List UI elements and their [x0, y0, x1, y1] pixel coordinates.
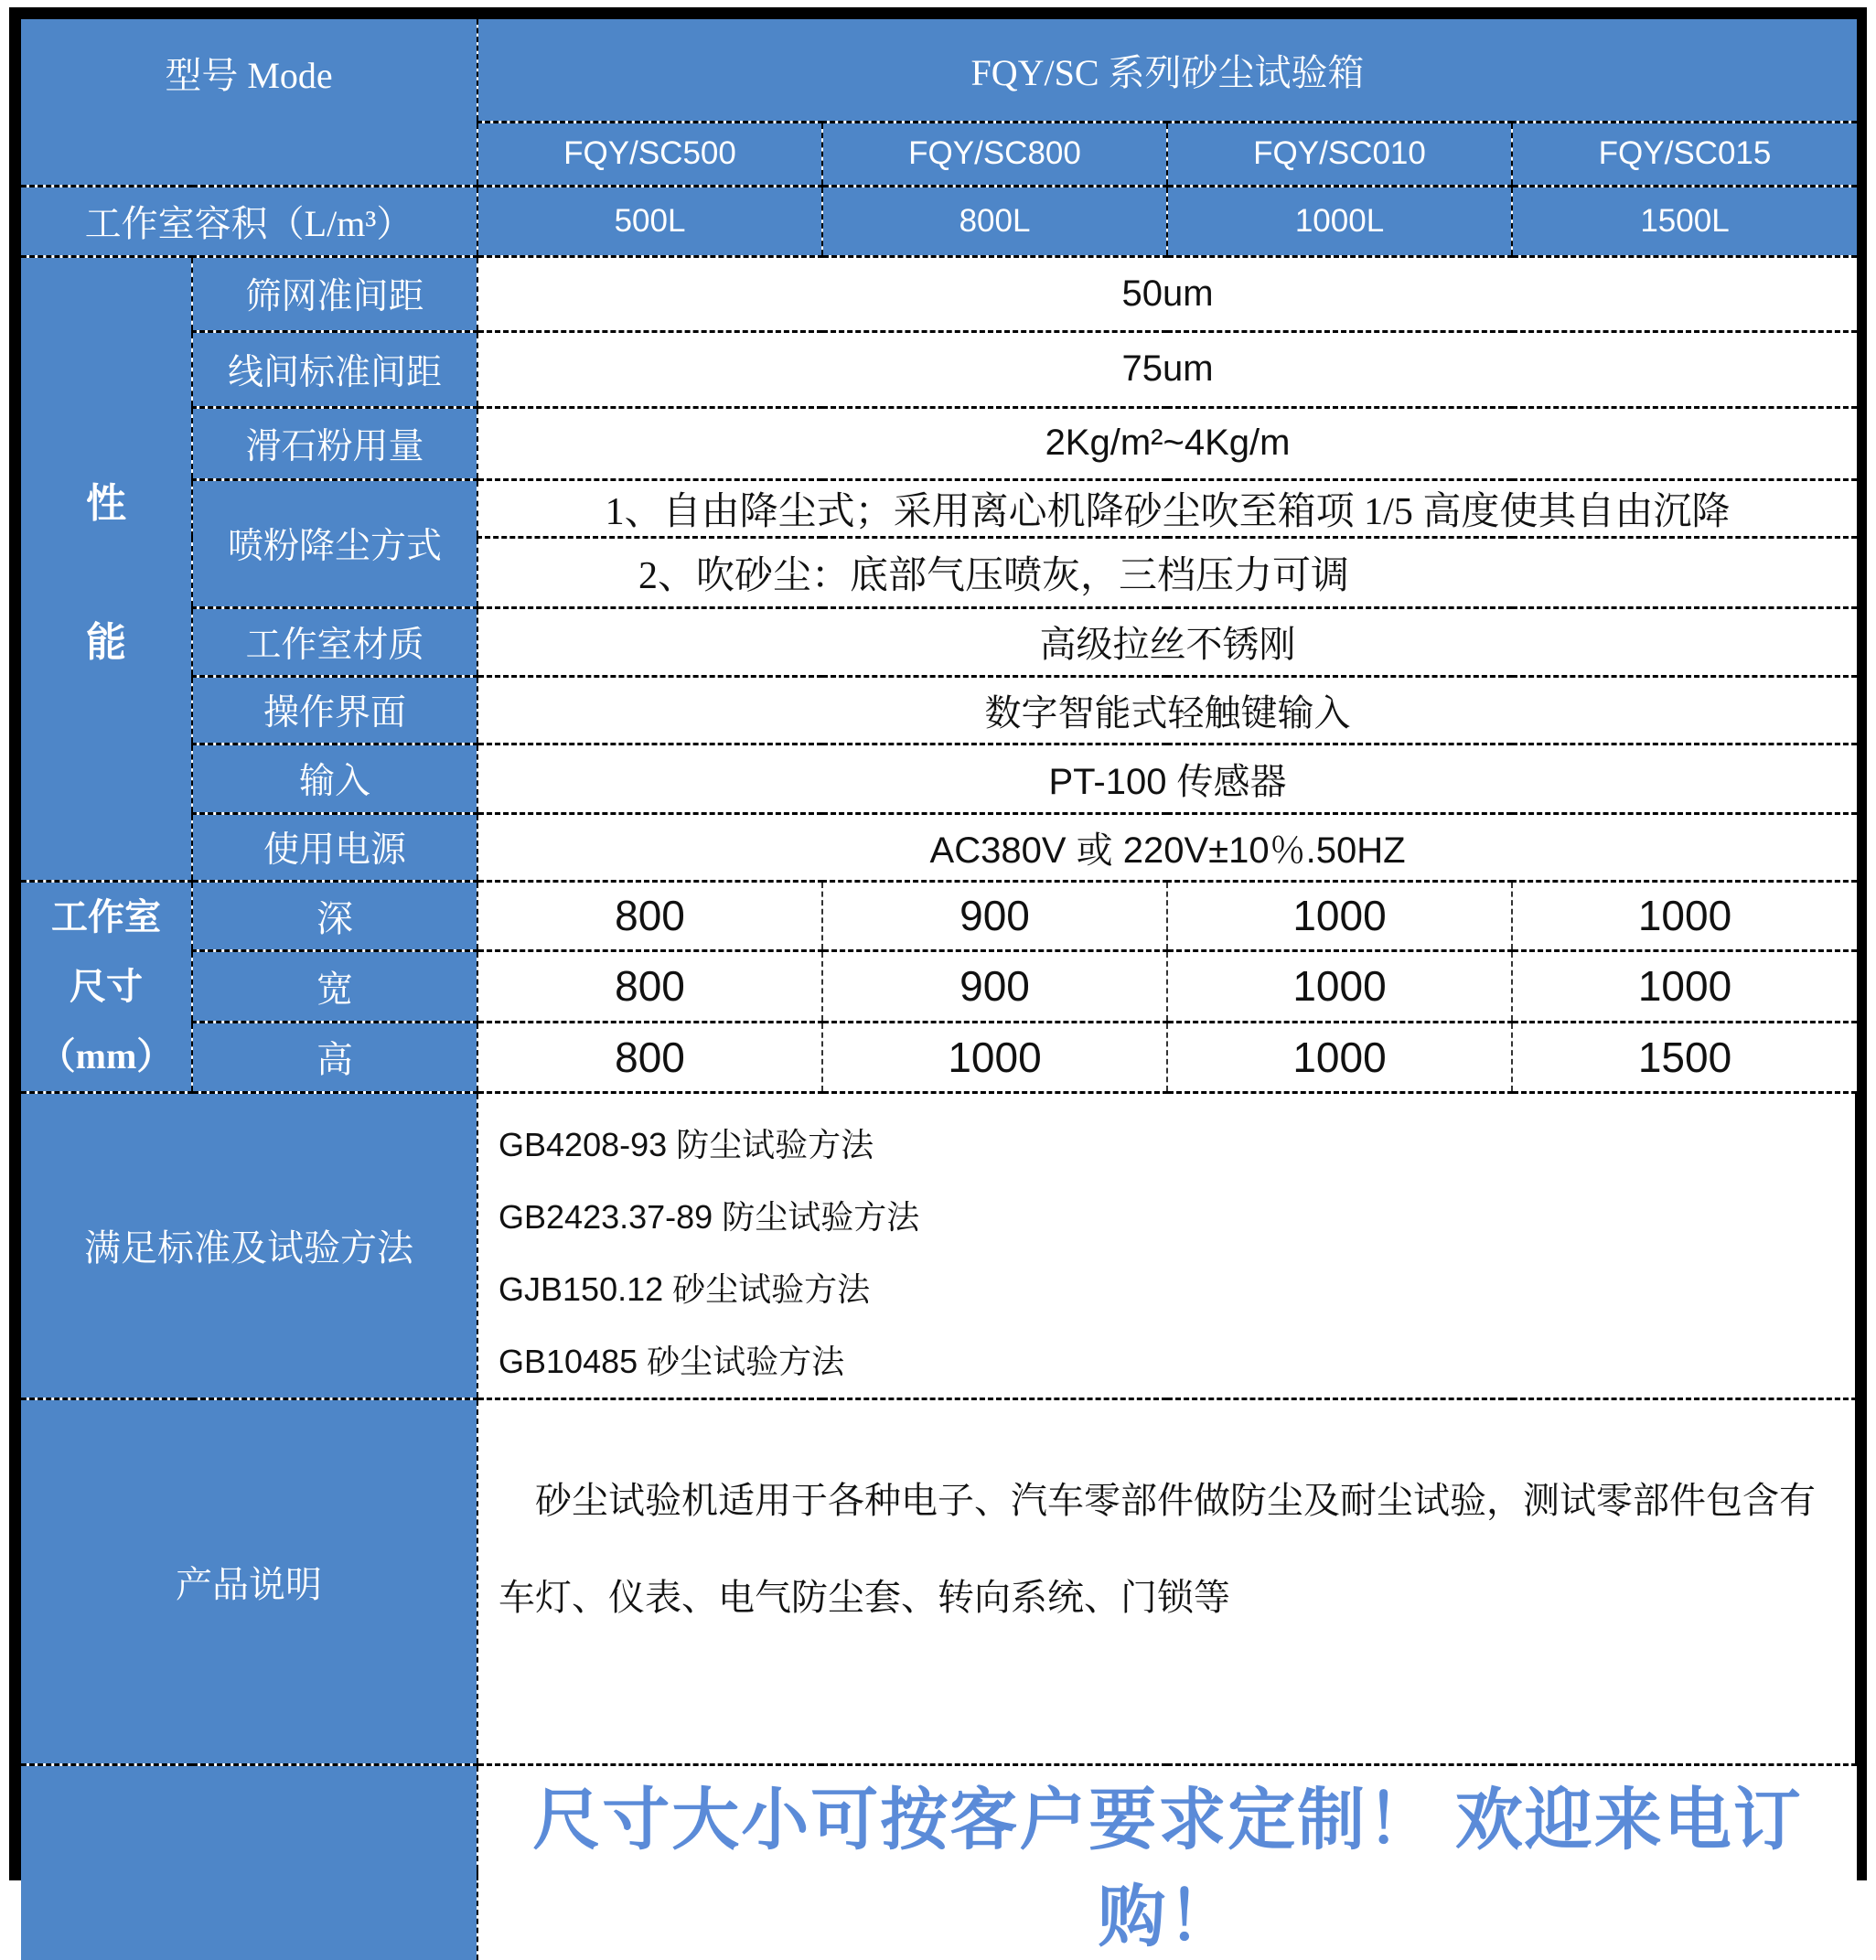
header-row — [21, 19, 1857, 122]
perf-label-cell: 输入 — [192, 744, 477, 813]
perf-label-cell: 喷粉降尘方式 — [192, 479, 477, 607]
perf-value-cell: PT-100 传感器 — [477, 744, 1857, 813]
perf-value-cell: 2、吹砂尘：底部气压喷灰，三档压力可调 — [477, 537, 1857, 607]
spec-sheet-frame — [9, 7, 1867, 1955]
dim-value-cell: 800 — [477, 950, 822, 1022]
volume-value-cell: 1000L — [1167, 186, 1512, 256]
dim-value-cell: 1000 — [1512, 881, 1857, 950]
standard-line: GJB150.12 砂尘试验方法 — [498, 1269, 871, 1308]
dim-value-cell: 800 — [477, 1023, 822, 1092]
description-text: 砂尘试验机适用于各种电子、汽车零部件做防尘及耐尘试验，测试零部件包含有车灯、仪表、电气防尘套、转向系统、门锁等 — [498, 1480, 1817, 1618]
footer-message-text: 尺寸大小可按客户要求定制！ 欢迎来电订购！ — [532, 1783, 1803, 1955]
volume-row — [21, 186, 1857, 256]
perf-value-cell: 75um — [477, 331, 1857, 407]
volume-label-cell: 工作室容积（L/m³） — [21, 186, 477, 256]
volume-value-cell: 800L — [822, 186, 1167, 256]
perf-value-cell: AC380V 或 220V±10％.50HZ — [477, 813, 1857, 881]
performance-section-char: 性 — [86, 480, 126, 526]
dimensions-section-line: 尺寸 — [70, 965, 143, 1007]
dim-value-cell: 900 — [822, 881, 1167, 950]
dim-value-cell: 900 — [822, 950, 1167, 1022]
dim-value-cell: 1000 — [1167, 950, 1512, 1022]
dim-row-height — [21, 1023, 1857, 1092]
model-name-cell: FQY/SC800 — [822, 122, 1167, 186]
perf-label-cell: 线间标准间距 — [192, 331, 477, 407]
dim-value-cell: 1000 — [822, 1023, 1167, 1092]
series-title-cell: FQY/SC 系列砂尘试验箱 — [477, 19, 1857, 122]
perf-label-cell: 滑石粉用量 — [192, 407, 477, 479]
perf-label-cell: 操作界面 — [192, 676, 477, 744]
description-label-cell: 产品说明 — [21, 1398, 477, 1764]
spec-table — [21, 19, 1857, 1960]
performance-section-cell — [21, 256, 192, 881]
perf-label-cell: 使用电源 — [192, 813, 477, 881]
dim-value-cell: 1000 — [1512, 950, 1857, 1022]
perf-label-cell: 工作室材质 — [192, 607, 477, 676]
description-row — [21, 1398, 1857, 1764]
dim-value-cell: 1000 — [1167, 1023, 1512, 1092]
footer-empty-cell — [21, 1764, 477, 1960]
volume-value-cell: 1500L — [1512, 186, 1857, 256]
volume-value-cell: 500L — [477, 186, 822, 256]
standards-row — [21, 1092, 1857, 1398]
model-header-cell: 型号 Mode — [21, 19, 477, 186]
perf-value-cell: 1、自由降尘式；采用离心机降砂尘吹至箱项 1/5 高度使其自由沉降 — [477, 479, 1857, 537]
perf-row-material — [21, 607, 1857, 676]
perf-row-power — [21, 813, 1857, 881]
perf-row-mesh — [21, 256, 1857, 331]
perf-row-dustmode-1 — [21, 479, 1857, 537]
model-name-cell: FQY/SC010 — [1167, 122, 1512, 186]
perf-value-cell: 数字智能式轻触键输入 — [477, 676, 1857, 744]
dim-label-cell: 深 — [192, 881, 477, 950]
standards-value-cell — [477, 1092, 1857, 1398]
perf-row-input — [21, 744, 1857, 813]
dim-row-width — [21, 950, 1857, 1022]
dimensions-section-line: （mm） — [38, 1034, 174, 1076]
dim-value-cell: 1000 — [1167, 881, 1512, 950]
model-name-cell: FQY/SC015 — [1512, 122, 1857, 186]
standard-line: GB4208-93 防尘试验方法 — [498, 1125, 874, 1163]
footer-row — [21, 1764, 1857, 1960]
model-name-cell: FQY/SC500 — [477, 122, 822, 186]
perf-value-cell: 高级拉丝不锈刚 — [477, 607, 1857, 676]
perf-row-interface — [21, 676, 1857, 744]
standard-line: GB2423.37-89 防尘试验方法 — [498, 1197, 920, 1236]
perf-row-talc — [21, 407, 1857, 479]
footer-message-cell — [477, 1764, 1857, 1960]
standard-line: GB10485 砂尘试验方法 — [498, 1342, 845, 1380]
standards-label-cell: 满足标准及试验方法 — [21, 1092, 477, 1398]
dim-label-cell: 宽 — [192, 950, 477, 1022]
dim-label-cell: 高 — [192, 1023, 477, 1092]
dim-row-depth — [21, 881, 1857, 950]
dim-value-cell: 1500 — [1512, 1023, 1857, 1092]
dim-value-cell: 800 — [477, 881, 822, 950]
description-value-cell — [477, 1398, 1857, 1764]
perf-label-cell: 筛网准间距 — [192, 256, 477, 331]
dimensions-section-line: 工作室 — [51, 895, 161, 937]
perf-value-cell: 2Kg/m²~4Kg/m — [477, 407, 1857, 479]
perf-value-cell: 50um — [477, 256, 1857, 331]
dimensions-section-cell — [21, 881, 192, 1092]
perf-row-wire — [21, 331, 1857, 407]
performance-section-char: 能 — [86, 619, 126, 665]
